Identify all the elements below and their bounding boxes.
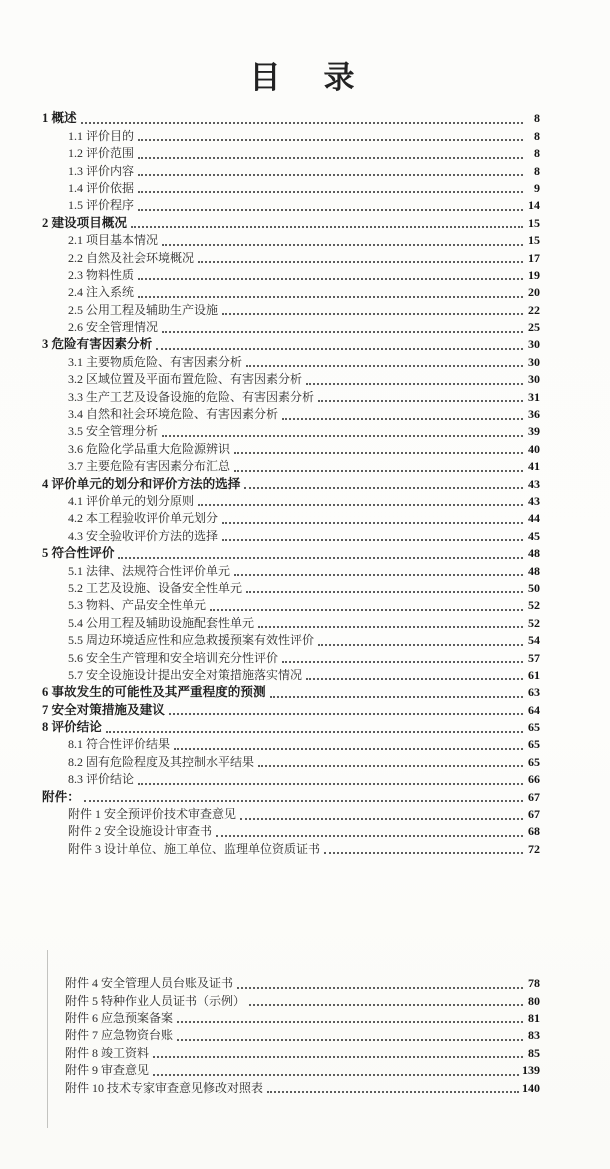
toc-entry-label: 5.7 安全设施设计提出安全对策措施落实情况 [68, 667, 303, 682]
dot-leader [258, 626, 523, 628]
page-number: 44 [528, 511, 540, 526]
toc-entry-label: 附件 6 应急预案备案 [65, 1010, 174, 1025]
page-number: 8 [534, 163, 540, 178]
page-number: 9 [534, 180, 540, 195]
dot-leader [162, 244, 523, 246]
page-number: 43 [528, 493, 540, 508]
dot-leader [234, 452, 523, 454]
page-number: 50 [528, 580, 540, 595]
page-number: 48 [528, 563, 540, 578]
page-number: 139 [522, 1063, 540, 1078]
toc-entry-label: 附件 1 安全预评价技术审查意见 [68, 807, 237, 822]
page-number: 8 [534, 146, 540, 161]
toc-entry-label: 2.3 物料性质 [68, 267, 135, 282]
toc-row [42, 370, 540, 387]
toc-row [42, 1078, 540, 1095]
dot-leader [234, 470, 523, 472]
page-number: 15 [528, 215, 540, 230]
dot-leader [198, 261, 523, 263]
toc-entry-label: 3.3 生产工艺及设备设施的危险、有害因素分析 [68, 389, 315, 404]
page-number: 54 [528, 633, 540, 648]
dot-leader [162, 331, 523, 333]
toc-row [42, 213, 540, 230]
page-number: 45 [528, 528, 540, 543]
toc-entry-label: 3.2 区域位置及平面布置危险、有害因素分析 [68, 372, 303, 387]
toc-row [42, 544, 540, 561]
page-number: 19 [528, 267, 540, 282]
toc-entry-label: 4.3 安全验收评价方法的选择 [68, 528, 219, 543]
dot-leader [106, 731, 523, 733]
page-number: 83 [528, 1028, 540, 1043]
dot-leader [318, 644, 523, 646]
dot-leader [138, 783, 523, 785]
dot-leader [249, 1004, 523, 1006]
toc-row [42, 1043, 540, 1060]
toc-row [42, 335, 540, 352]
page-break-gap [0, 857, 610, 962]
page-number: 39 [528, 424, 540, 439]
page-number: 57 [528, 650, 540, 665]
toc-entry-label: 附件 3 设计单位、施工单位、监理单位资质证书 [68, 841, 321, 856]
page-number: 43 [528, 476, 540, 491]
toc-entry-label: 附件 5 特种作业人员证书（示例） [65, 993, 246, 1008]
dot-leader [318, 400, 523, 402]
toc-row [42, 526, 540, 543]
toc-row [42, 248, 540, 265]
dot-leader [118, 557, 523, 559]
page-number: 65 [528, 737, 540, 752]
toc-row [42, 579, 540, 596]
dot-leader [240, 818, 523, 820]
toc-entry-label: 8.3 评价结论 [68, 772, 135, 787]
page-number: 17 [528, 250, 540, 265]
page-number: 66 [528, 772, 540, 787]
toc-entry-label: 8 评价结论 [42, 720, 102, 735]
toc-entry-label: 4 评价单元的划分和评价方法的选择 [42, 476, 241, 491]
page-number: 48 [528, 546, 540, 561]
toc-row [42, 631, 540, 648]
toc-row [42, 474, 540, 491]
dot-leader [246, 365, 523, 367]
dot-leader [324, 852, 523, 854]
toc-entry-label: 附件 7 应急物资台账 [65, 1028, 174, 1043]
toc-entry-label: 附件： [42, 789, 80, 804]
dot-leader [282, 418, 523, 420]
page-number: 8 [534, 111, 540, 126]
toc-row [42, 196, 540, 213]
toc-entry-label: 附件 2 安全设施设计审查书 [68, 824, 213, 839]
dot-leader [169, 713, 523, 715]
toc-row [42, 666, 540, 683]
toc-row [42, 439, 540, 456]
toc-entry-label: 4.1 评价单元的划分原则 [68, 493, 195, 508]
toc-row [42, 318, 540, 335]
dot-leader [306, 383, 523, 385]
page-number: 52 [528, 615, 540, 630]
toc-entry-label: 3.1 主要物质危险、有害因素分析 [68, 354, 243, 369]
toc-entry-label: 2 建设项目概况 [42, 215, 128, 230]
toc-main-list [42, 109, 540, 857]
toc-entry-label: 3.7 主要危险有害因素分布汇总 [68, 459, 231, 474]
toc-entry-label: 2.5 公用工程及辅助生产设施 [68, 302, 219, 317]
toc-row [42, 839, 540, 856]
toc-row [42, 1061, 540, 1078]
toc-entry-label: 3.5 安全管理分析 [68, 424, 159, 439]
toc-row [42, 1009, 540, 1026]
toc-row [42, 300, 540, 317]
toc-row [42, 613, 540, 630]
toc-row [42, 457, 540, 474]
page-number: 65 [528, 720, 540, 735]
page-title: 目 录 [249, 60, 361, 95]
toc-entry-label: 5.2 工艺及设施、设备安全性单元 [68, 580, 243, 595]
toc-entry-label: 附件 9 审查意见 [65, 1063, 150, 1078]
page-number: 20 [528, 285, 540, 300]
toc-row [42, 492, 540, 509]
toc-entry-label: 4.2 本工程验收评价单元划分 [68, 511, 219, 526]
page-number: 61 [528, 667, 540, 682]
page-number: 78 [528, 976, 540, 991]
toc-entry-label: 3.6 危险化学品重大危险源辨识 [68, 441, 231, 456]
toc-entry-label: 5.1 法律、法规符合性评价单元 [68, 563, 231, 578]
toc-row [42, 822, 540, 839]
dot-leader [138, 157, 523, 159]
page-number: 8 [534, 128, 540, 143]
scan-edge-line [47, 950, 48, 1128]
toc-row [42, 422, 540, 439]
toc-entry-label: 1.4 评价依据 [68, 180, 135, 195]
page-number: 140 [522, 1080, 540, 1095]
toc-row [42, 161, 540, 178]
dot-leader [174, 748, 523, 750]
dot-leader [156, 348, 523, 350]
dot-leader [177, 1021, 523, 1023]
dot-leader [216, 835, 523, 837]
page-number: 36 [528, 407, 540, 422]
toc-row [42, 561, 540, 578]
toc-row [42, 144, 540, 161]
toc-row [42, 805, 540, 822]
toc-entry-label: 1.5 评价程序 [68, 198, 135, 213]
dot-leader [177, 1039, 523, 1041]
toc-entry-label: 5.5 周边环境适应性和应急救援预案有效性评价 [68, 633, 315, 648]
dot-leader [84, 800, 523, 802]
toc-row [42, 596, 540, 613]
toc-entry-label: 附件 4 安全管理人员台账及证书 [65, 976, 234, 991]
toc-entry-label: 8.2 固有危险程度及其控制水平结果 [68, 754, 255, 769]
page-number: 85 [528, 1045, 540, 1060]
toc-row [42, 126, 540, 143]
toc-entry-label: 6 事故发生的可能性及其严重程度的预测 [42, 685, 266, 700]
page-number: 67 [528, 789, 540, 804]
dot-leader [138, 139, 523, 141]
page-number: 72 [528, 841, 540, 856]
dot-leader [222, 522, 523, 524]
dot-leader [267, 1091, 519, 1093]
dot-leader [222, 539, 523, 541]
dot-leader [237, 987, 523, 989]
toc-row [42, 179, 540, 196]
page-number: 67 [528, 807, 540, 822]
dot-leader [258, 765, 523, 767]
toc-entry-label: 1.2 评价范围 [68, 146, 135, 161]
toc-row [42, 1026, 540, 1043]
dot-leader [246, 591, 523, 593]
page-number: 22 [528, 302, 540, 317]
dot-leader [198, 504, 523, 506]
toc-row [42, 266, 540, 283]
toc-entry-label: 5.4 公用工程及辅助设施配套性单元 [68, 615, 255, 630]
dot-leader [153, 1074, 519, 1076]
dot-leader [282, 661, 523, 663]
dot-leader [162, 435, 523, 437]
toc-entry-label: 7 安全对策措施及建议 [42, 702, 165, 717]
page-number: 15 [528, 233, 540, 248]
toc-row [42, 231, 540, 248]
page-number: 31 [528, 389, 540, 404]
toc-row [42, 648, 540, 665]
dot-leader [210, 609, 523, 611]
dot-leader [138, 296, 523, 298]
toc-row [42, 770, 540, 787]
dot-leader [306, 678, 523, 680]
toc-entry-label: 1.3 评价内容 [68, 163, 135, 178]
dot-leader [138, 174, 523, 176]
page-number: 68 [528, 824, 540, 839]
toc-entry-label: 2.1 项目基本情况 [68, 233, 159, 248]
toc-row [42, 683, 540, 700]
toc-row [42, 109, 540, 126]
dot-leader [234, 574, 523, 576]
page-number: 30 [528, 337, 540, 352]
dot-leader [138, 191, 523, 193]
dot-leader [222, 313, 523, 315]
toc-row [42, 405, 540, 422]
toc-row [42, 509, 540, 526]
toc-row [42, 787, 540, 804]
page-number: 80 [528, 993, 540, 1008]
page-number: 14 [528, 198, 540, 213]
dot-leader [131, 226, 523, 228]
page-number: 81 [528, 1010, 540, 1025]
toc-row [42, 700, 540, 717]
toc-entry-label: 5.6 安全生产管理和安全培训充分性评价 [68, 650, 279, 665]
dot-leader [153, 1056, 523, 1058]
toc-row [42, 991, 540, 1008]
toc-row [42, 283, 540, 300]
page-number: 40 [528, 441, 540, 456]
page-number: 52 [528, 598, 540, 613]
page-number: 30 [528, 354, 540, 369]
toc-entry-label: 1 概述 [42, 111, 77, 126]
page-number: 63 [528, 685, 540, 700]
toc-row [42, 718, 540, 735]
toc-entry-label: 附件 10 技术专家审查意见修改对照表 [65, 1080, 264, 1095]
toc-row [42, 387, 540, 404]
dot-leader [244, 487, 523, 489]
page-number: 65 [528, 754, 540, 769]
dot-leader [138, 278, 523, 280]
toc-entry-label: 3 危险有害因素分析 [42, 337, 153, 352]
toc-appendix-list [42, 974, 540, 1096]
toc-entry-label: 5 符合性评价 [42, 546, 115, 561]
toc-entry-label: 3.4 自然和社会环境危险、有害因素分析 [68, 407, 279, 422]
toc-entry-label: 8.1 符合性评价结果 [68, 737, 171, 752]
page-number: 64 [528, 702, 540, 717]
toc-entry-label: 5.3 物料、产品安全性单元 [68, 598, 207, 613]
toc-row [42, 352, 540, 369]
toc-entry-label: 1.1 评价目的 [68, 128, 135, 143]
page-number: 30 [528, 372, 540, 387]
toc-entry-label: 2.6 安全管理情况 [68, 320, 159, 335]
dot-leader [138, 209, 523, 211]
dot-leader [81, 122, 523, 124]
page-number: 41 [528, 459, 540, 474]
toc-row [42, 974, 540, 991]
dot-leader [270, 696, 523, 698]
page-number: 25 [528, 320, 540, 335]
toc-row [42, 752, 540, 769]
toc-entry-label: 2.4 注入系统 [68, 285, 135, 300]
toc-row [42, 735, 540, 752]
toc-entry-label: 2.2 自然及社会环境概况 [68, 250, 195, 265]
toc-entry-label: 附件 8 竣工资料 [65, 1045, 150, 1060]
